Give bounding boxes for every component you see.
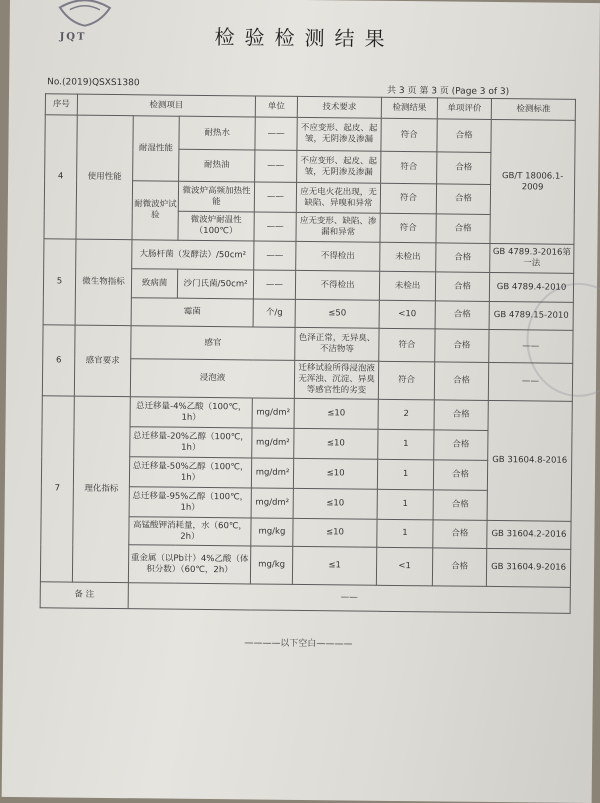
- col-header: 检测项目: [77, 94, 255, 117]
- requirement: 不应变形、起皮、起皱，无阴渗及渗漏: [297, 150, 381, 183]
- standard: GB/T 18006.1-2009: [490, 119, 575, 244]
- group-name: 理化指标: [72, 396, 130, 583]
- col-header: 单位: [255, 96, 297, 117]
- standard: GB 31604.2-2016: [487, 520, 571, 549]
- remarks-value: ——: [128, 583, 570, 614]
- result: 符合: [380, 183, 436, 214]
- subgroup-name: 致病菌: [131, 269, 177, 298]
- unit: mg/dm²: [251, 458, 293, 488]
- result: 符合: [378, 361, 434, 400]
- col-header: 检测结果: [381, 97, 437, 119]
- row-number: 6: [42, 325, 75, 396]
- requirement: ≤10: [294, 398, 378, 429]
- item-name: 感官: [131, 326, 295, 361]
- unit: ——: [253, 270, 295, 299]
- table-row: [43, 325, 573, 364]
- requirement: 应无变形、缺陷、渗漏和异常: [296, 212, 380, 242]
- evaluation: 合格: [434, 400, 488, 431]
- logo-text: JQT: [59, 31, 87, 43]
- group-name: 微生物指标: [75, 239, 132, 326]
- evaluation: 合格: [436, 214, 490, 244]
- result: 符合: [381, 118, 437, 152]
- page-title: 检验检测结果: [214, 25, 395, 51]
- remarks-label: 备 注: [40, 582, 128, 609]
- item-name: 微波炉高频加热性能: [178, 181, 254, 212]
- result: 1: [377, 519, 433, 548]
- page-number: 共 3 页 第 3 页 (Page 3 of 3): [387, 85, 510, 98]
- requirement: ≤10: [294, 428, 378, 459]
- item-name: 霉菌: [131, 298, 253, 327]
- results-table: [40, 93, 576, 614]
- requirement: 应无电火花出现，无缺陷、异嗅和异常: [296, 182, 380, 213]
- col-header: 单项评价: [437, 98, 491, 120]
- item-name: 微波炉耐温性（100℃）: [178, 211, 254, 241]
- item-name: 重金属（以Pb计）4%乙酸（体积分数）（60℃，2h）: [128, 545, 250, 584]
- subgroup-name: 耐湿性能: [133, 116, 180, 181]
- result: 符合: [379, 328, 435, 362]
- unit: ——: [255, 150, 297, 182]
- evaluation: 合格: [437, 152, 491, 185]
- group-name: 感官要求: [74, 325, 131, 397]
- group-name: 使用性能: [76, 115, 133, 240]
- unit: mg/dm²: [252, 428, 294, 458]
- row-number: 5: [43, 239, 76, 325]
- table-row: [45, 115, 575, 154]
- evaluation: 合格: [435, 301, 489, 330]
- result: 未检出: [379, 271, 435, 301]
- unit: mg/dm²: [252, 398, 294, 428]
- standard: ——: [488, 362, 572, 401]
- end-of-report-marker: ————以下空白————: [244, 638, 353, 650]
- evaluation: 合格: [437, 119, 491, 153]
- requirement: ≤10: [293, 488, 377, 519]
- item-name: 耐热水: [179, 116, 255, 150]
- result: 符合: [380, 213, 436, 243]
- requirement: ≤50: [295, 299, 379, 328]
- unit: ——: [255, 117, 297, 150]
- result: <10: [379, 300, 435, 329]
- requirement: 不得检出: [295, 270, 379, 300]
- result: 1: [378, 429, 434, 460]
- requirement: ≤10: [293, 458, 377, 489]
- row-number: 7: [40, 396, 74, 582]
- standard: GB 4789.3-2016第一法: [490, 243, 574, 273]
- col-header: 技术要求: [297, 96, 381, 118]
- row-number: 4: [44, 115, 77, 239]
- evaluation: 合格: [433, 520, 487, 549]
- evaluation: 合格: [435, 329, 489, 363]
- unit: ——: [254, 212, 296, 241]
- requirement: 色泽正常，无异臭、不洁物等: [295, 327, 379, 361]
- subgroup-name: 耐微波炉试验: [132, 181, 179, 240]
- item-name: 总迁移量-20%乙醇（100℃，1h）: [130, 427, 252, 458]
- result: 2: [378, 399, 434, 430]
- requirement: ≤1: [292, 546, 376, 585]
- item-name: 耐热油: [179, 149, 255, 182]
- evaluation: 合格: [433, 460, 487, 491]
- item-name: 高锰酸钾消耗量，水（60℃，2h）: [129, 517, 251, 546]
- col-header: 检测标准: [491, 98, 575, 120]
- col-header: 序号: [45, 94, 77, 115]
- result: 未检出: [380, 242, 436, 272]
- standard: GB 31604.8-2016: [487, 400, 572, 521]
- table-row: [42, 396, 572, 432]
- evaluation: 合格: [433, 490, 487, 521]
- report-page: [2, 0, 600, 803]
- result: 1: [377, 489, 433, 520]
- standard: GB 31604.9-2016: [486, 548, 570, 587]
- item-name: 总迁移量-95%乙醇（100℃，1h）: [129, 487, 251, 518]
- unit: mg/dm²: [251, 488, 293, 518]
- requirement: ≤10: [293, 518, 377, 547]
- remarks-row: [40, 582, 570, 614]
- unit: mg/kg: [250, 546, 292, 584]
- result: 符合: [381, 151, 437, 184]
- evaluation: 合格: [434, 430, 488, 461]
- evaluation: 合格: [434, 362, 488, 401]
- result: <1: [376, 547, 432, 586]
- item-name: 总迁移量-4%乙酸（100℃，1h）: [130, 397, 252, 428]
- requirement: 不得检出: [296, 241, 380, 271]
- table-row: [44, 239, 574, 274]
- standard: ——: [489, 329, 573, 363]
- item-name: 沙门氏菌/50cm²: [177, 269, 253, 299]
- unit: mg/kg: [251, 518, 293, 546]
- report-number: No.(2019)QSXS1380: [47, 77, 140, 89]
- unit: 个/g: [253, 299, 295, 327]
- evaluation: 合格: [436, 243, 490, 273]
- unit: ——: [254, 182, 296, 212]
- unit: ——: [254, 241, 296, 270]
- requirement: 不应变形、起皮、起皱，无阴渗及渗漏: [297, 117, 381, 151]
- standard: GB 4789.15-2010: [489, 301, 573, 330]
- standard: GB 4789.4-2010: [489, 272, 573, 302]
- item-name: 总迁移量-50%乙醇（100℃，1h）: [129, 457, 251, 488]
- evaluation: 合格: [436, 184, 490, 215]
- evaluation: 合格: [432, 548, 486, 587]
- item-name: 大肠杆菌（发酵法）/50cm²: [132, 240, 254, 270]
- evaluation: 合格: [435, 272, 489, 302]
- requirement: 迁移试验所得浸泡液无浑浊、沉淀、异臭等感官性的劣变: [294, 360, 378, 399]
- item-name: 浸泡液: [130, 359, 294, 399]
- result: 1: [377, 459, 433, 490]
